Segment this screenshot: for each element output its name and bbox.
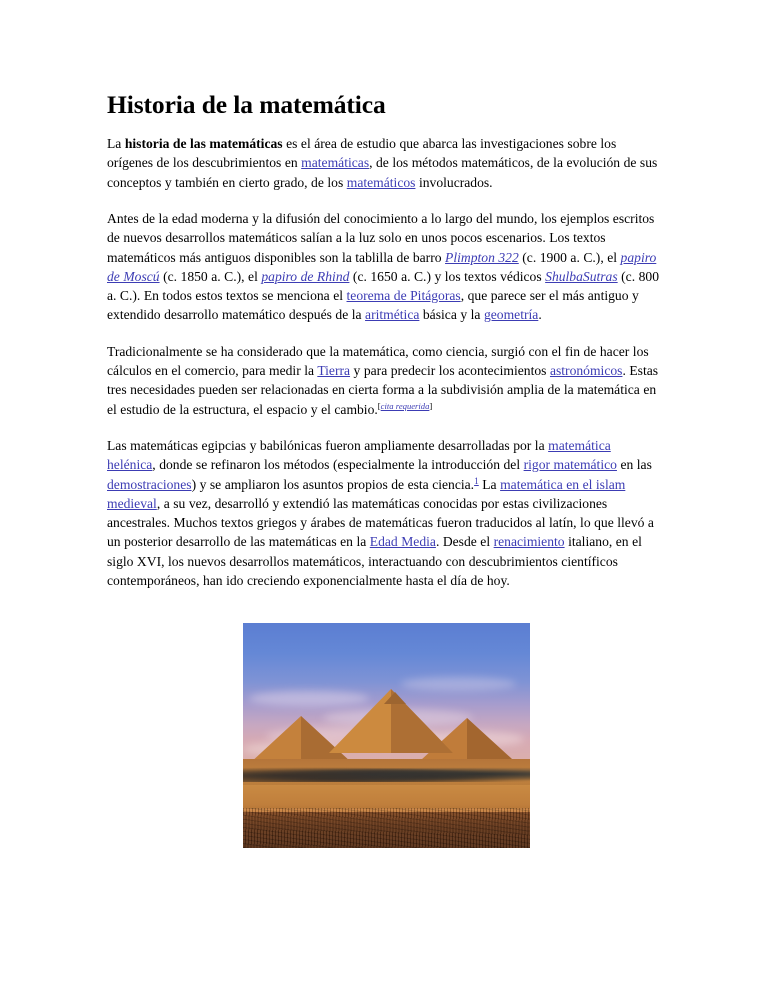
paragraph-3: Tradicionalmente se ha considerado que la matemática, como ciencia, surgió con el fin de hacer los cálculos en el comercio, para medir la Tierra y para predecir los acontecimientos astronómicos. Estas tres necesidades pueden ser relacionadas en cierta forma a la subdivisión amplia de la matemática en el estudio de la estructura, el espacio y el cambio.[cita requerida] [107,343,659,417]
citation-needed-link[interactable]: cita requerida [380,400,430,411]
wiki-link[interactable]: geometría [483,307,539,323]
footnote-reference[interactable] [474,477,479,487]
wiki-link[interactable]: astronómicos [549,363,623,379]
pyramids-figure [243,623,530,848]
wiki-link[interactable]: rigor matemático [523,457,617,473]
foreground-texture [243,808,530,849]
wiki-link[interactable]: aritmética [365,307,420,323]
wiki-link[interactable]: demostraciones [107,476,192,492]
wiki-link[interactable]: matemática en el islam medieval [107,476,626,511]
pyramid-center-cap [384,689,406,704]
pyramids-of-giza-photo [243,623,530,848]
paragraph-2: Antes de la edad moderna y la difusión del conocimiento a lo largo del mundo, los ejemplos escritos de nuevos desarrollos matemáticos salían a la luz solo en unos pocos escenarios. Los textos matemáticos más antiguos disponibles son la tablilla de barro Plimpton 322 (c. 1900 a. C.), el papiro de Moscú (c. 1850 a. C.), el papiro de Rhind (c. 1650 a. C.) y los textos védicos ShulbaSutras (c. 800 a. C.). En todos estos textos se menciona el teorema de Pitágoras, que parece ser el más antiguo y extendido desarrollo matemático después de la aritmética básica y la geometría. [107,210,660,323]
citation-needed-marker[interactable]: [cita requerida] [377,400,433,411]
wiki-link[interactable]: Tierra [317,363,351,379]
wiki-link[interactable]: teorema de Pitágoras [346,288,461,304]
wiki-link[interactable]: matemáticas [301,155,370,171]
wiki-link[interactable]: matemática helénica [107,437,611,473]
wiki-link-italic[interactable]: papiro de Rhind [261,268,350,284]
page-title: Historia de la matemática [107,90,386,119]
bold-text: historia de las matemáticas [124,136,283,152]
paragraph-4: Las matemáticas egipcias y babilónicas fueron ampliamente desarrolladas por la matemática helénica, donde se refinaron los métodos (especialmente la introducción del rigor matemático en las demostraciones) y se ampliaron los asuntos propios de esta ciencia.$^1$ La matemática en el islam medieval, a su vez, desarrolló y extendió las matemáticas conocidas por estas civilizaciones ancestrales. Muchos textos griegos y árabes de matemáticas fueron traducidos al latín, lo que llevó a un posterior desarrollo de las matemáticas en la Edad Media. Desde el renacimiento italiano, en el siglo XVI, los nuevos desarrollos matemáticos, interactuando con descubrimientos científicos contemporáneos, han ido creciendo exponencialmente hasta el día de hoy. [107,437,654,589]
wiki-link[interactable]: renacimiento [493,534,565,550]
wiki-link[interactable]: matemáticos [346,174,416,190]
wiki-link-italic[interactable]: ShulbaSutras [545,268,618,284]
footnote-link[interactable]: 1 [474,476,479,487]
wiki-link-italic[interactable]: Plimpton 322 [445,249,519,265]
wiki-link[interactable]: Edad Media [369,534,436,550]
pyramid-right-shadow [467,715,513,760]
wiki-link-italic[interactable]: papiro de Moscú [107,249,657,284]
paragraph-1: La historia de las matemáticas es el área de estudio que abarca las investigaciones sobre los orígenes de los descubrimientos en matemáticas, de los métodos matemáticos, de la evolución de sus conceptos y también en cierto grado, de los matemáticos involucrados. [107,136,658,190]
rocky-debris [243,766,530,782]
document-content [107,90,660,590]
